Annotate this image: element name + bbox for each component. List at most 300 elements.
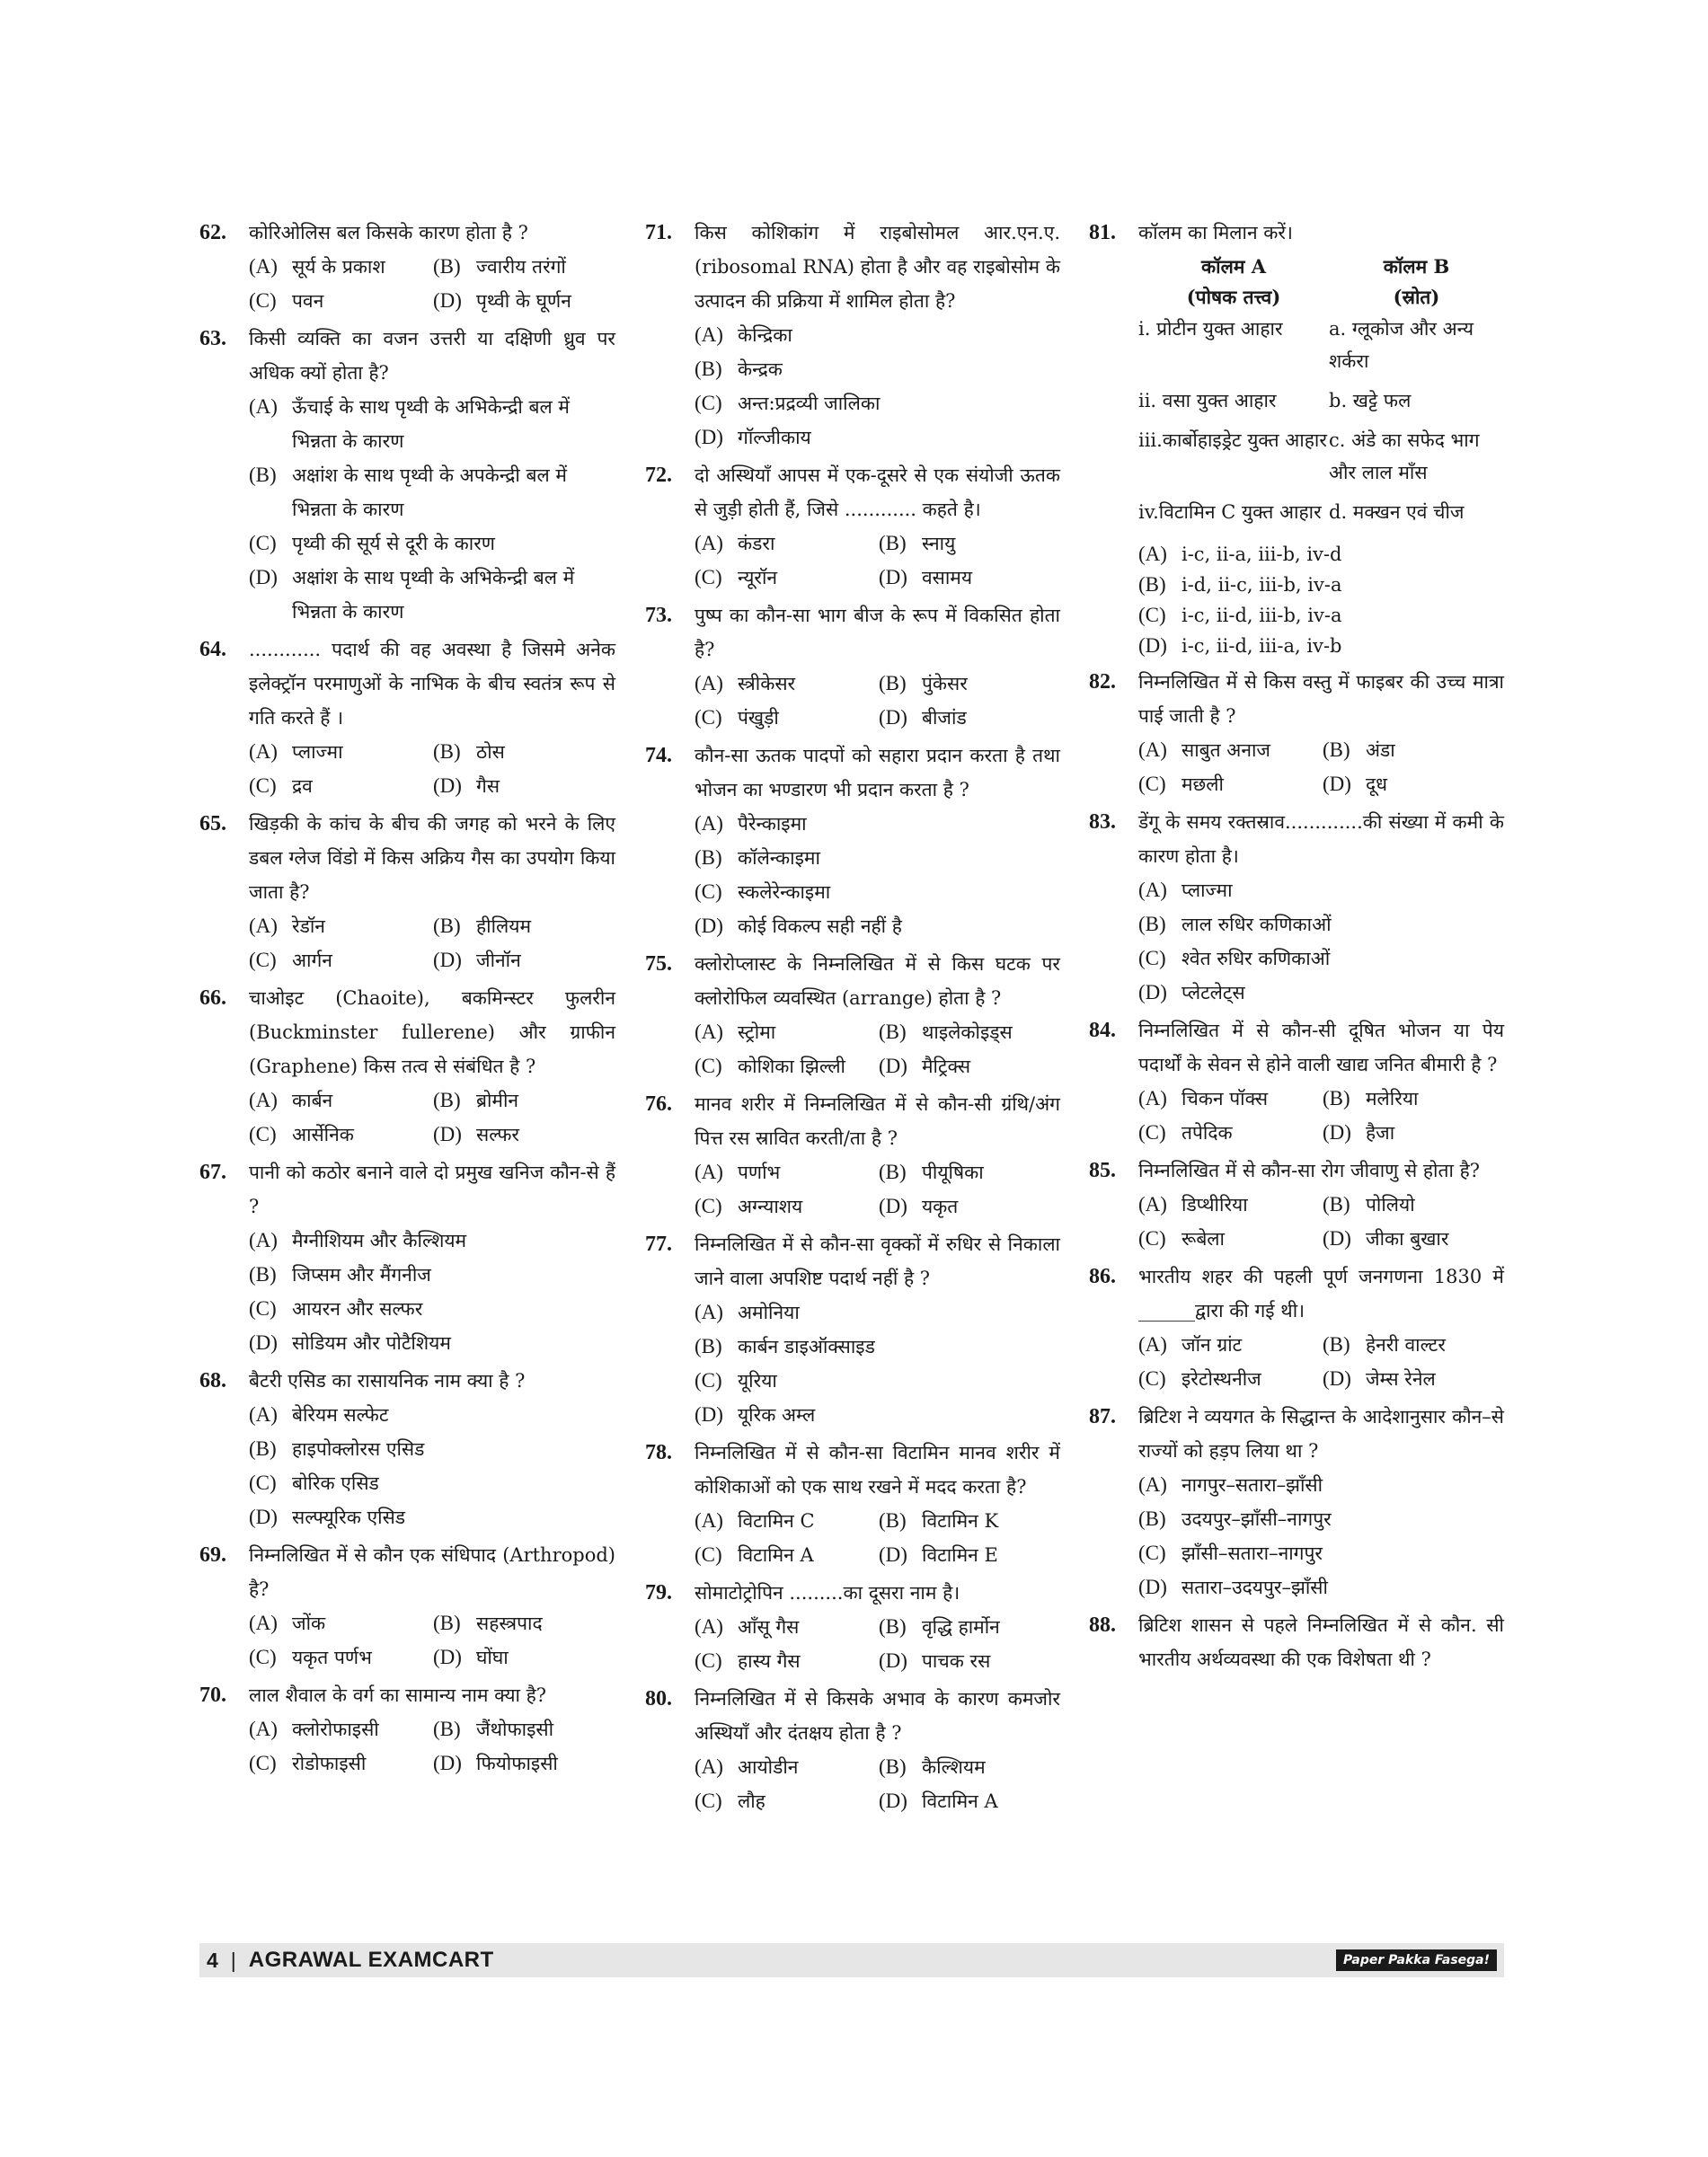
option-text: सल्फर — [476, 1124, 519, 1145]
option-text: कार्बन — [292, 1090, 333, 1111]
question-text: निम्नलिखित में से कौन-सा विटामिन मानव शरीर में कोशिकाओं को एक साथ रखने में मदद करता है? — [695, 1442, 1060, 1498]
option-text: जैंथोफाइसी — [476, 1719, 554, 1740]
option — [249, 1258, 615, 1292]
option-text: ऊँचाई के साथ पृथ्वी के अभिकेन्द्री बल में भिन्नता के कारण — [292, 396, 570, 452]
option-label: (D) — [1138, 634, 1167, 657]
option — [695, 420, 1060, 455]
match-b-item: c. अंडे का सफेद भाग और लाल माँस — [1329, 429, 1480, 483]
option — [879, 701, 1060, 735]
option-label: (B) — [695, 1335, 722, 1357]
option — [433, 250, 615, 284]
options — [695, 1155, 1060, 1224]
tagline-badge: Paper Pakka Fasega! — [1336, 1949, 1497, 1971]
footer-separator: | — [230, 1948, 236, 1972]
options — [249, 1083, 615, 1152]
option — [249, 1640, 433, 1675]
question-text: निम्नलिखित में से किसके अभाव के कारण कमजोर अस्थियाँ और दंतक्षय होता है ? — [695, 1688, 1060, 1744]
option-text: प्लाज्मा — [1181, 880, 1233, 901]
option-label: (D) — [879, 1649, 907, 1672]
option — [433, 1083, 615, 1118]
option — [1138, 1222, 1323, 1256]
question-text: कोरिओलिस बल किसके कारण होता है ? — [249, 222, 528, 243]
option — [695, 701, 879, 735]
option — [879, 1015, 1060, 1049]
option-text: जीका बुखार — [1366, 1228, 1449, 1250]
option-text: i-c, ii-d, iii-a, iv-b — [1181, 635, 1342, 657]
option — [1323, 1328, 1504, 1362]
option-text: सोडियम और पोटैशियम — [292, 1332, 451, 1354]
option — [433, 943, 615, 977]
column-2 — [645, 216, 1060, 1822]
option — [695, 318, 1060, 352]
option-label: (D) — [879, 1790, 907, 1812]
option — [1138, 1116, 1323, 1150]
option-label: (B) — [695, 358, 722, 380]
option-label: (D) — [1323, 1367, 1351, 1390]
option-label: (D) — [433, 1752, 462, 1774]
option-text: कोई विकल्प सही नहीं है — [738, 915, 902, 937]
option-label: (B) — [879, 1509, 907, 1532]
option-text: स्त्रीकेसर — [738, 673, 796, 694]
option — [433, 1746, 615, 1781]
option — [249, 1326, 615, 1360]
option-text: i-d, ii-c, iii-b, iv-a — [1181, 574, 1342, 596]
option — [249, 390, 615, 458]
column-1 — [199, 216, 615, 1784]
question-72 — [645, 458, 1060, 595]
option — [249, 1746, 433, 1781]
question-number: 78. — [645, 1441, 672, 1464]
question-text: बैटरी एसिड का रासायनिक नाम क्या है ? — [249, 1370, 526, 1392]
options — [1138, 539, 1504, 661]
option-label: (B) — [879, 672, 907, 694]
option-label: (C) — [249, 1752, 277, 1774]
question-number: 77. — [645, 1233, 672, 1256]
option-text: डिप्थीरिया — [1181, 1194, 1248, 1216]
question-text: ब्रिटिश ने व्ययगत के सिद्धान्त के आदेशानुसार कौन–से राज्यों को हड़प लिया था ? — [1138, 1406, 1504, 1462]
option — [879, 1504, 1060, 1538]
options — [249, 1712, 615, 1781]
option-label: (C) — [249, 774, 277, 797]
option-label: (B) — [879, 532, 907, 554]
option-label: (C) — [695, 1195, 722, 1217]
option-label: (B) — [433, 1612, 461, 1634]
option-text: यूरिक अम्ल — [738, 1404, 816, 1426]
option-text: आर्सेनिक — [292, 1124, 354, 1145]
option-text: आयरन और सल्फर — [292, 1298, 423, 1320]
option-label: (D) — [879, 1195, 907, 1217]
option-text: केन्द्रिका — [738, 324, 792, 346]
option-label: (A) — [1138, 1193, 1167, 1216]
option-label: (A) — [249, 1612, 278, 1634]
question-text: भारतीय शहर की पहली पूर्ण जनगणना 1830 में ______द्वारा की गई थी। — [1138, 1266, 1504, 1322]
option — [433, 769, 615, 803]
option-text: इरेटोस्थनीज — [1181, 1368, 1261, 1390]
question-77 — [645, 1227, 1060, 1432]
column-a-subtitle: (पोषक तत्त्व) — [1186, 286, 1281, 308]
option — [249, 250, 433, 284]
option — [695, 1015, 879, 1049]
option-label: (A) — [695, 1021, 723, 1043]
options — [1138, 733, 1504, 801]
option — [433, 1118, 615, 1152]
option — [1323, 1222, 1504, 1256]
question-number: 82. — [1089, 670, 1116, 694]
option-label: (A) — [249, 1718, 278, 1740]
option-label: (A) — [695, 323, 723, 346]
option — [1323, 767, 1504, 801]
option — [433, 1712, 615, 1746]
option-text: विटामिन A — [738, 1544, 814, 1566]
question-67 — [199, 1155, 615, 1360]
option — [695, 1750, 879, 1784]
option — [1138, 631, 1504, 661]
option-text: हेनरी वाल्टर — [1366, 1334, 1446, 1356]
option — [695, 875, 1060, 909]
option-text: थाइलेकोइड्स — [922, 1021, 1013, 1043]
option-label: (D) — [1138, 981, 1167, 1003]
option — [1138, 941, 1504, 976]
option — [1323, 1116, 1504, 1150]
option — [249, 561, 615, 629]
option-text: जेम्स रेनेल — [1366, 1368, 1436, 1390]
option-text: विटामिन C — [738, 1510, 815, 1532]
option — [1138, 539, 1504, 570]
question-80 — [645, 1682, 1060, 1818]
option-label: (A) — [695, 672, 723, 694]
column-a-title: कॉलम A — [1201, 255, 1266, 278]
option-text: अंडा — [1366, 739, 1395, 761]
option — [879, 1750, 1060, 1784]
option — [249, 1292, 615, 1326]
question-70 — [199, 1678, 615, 1781]
option — [879, 667, 1060, 701]
options — [1138, 873, 1504, 1010]
option-label: (C) — [249, 1297, 277, 1320]
option-label: (A) — [695, 1615, 723, 1638]
question-number: 72. — [645, 464, 672, 487]
option-text: प्लेटलेट्स — [1181, 982, 1245, 1003]
option-label: (C) — [695, 1369, 722, 1392]
option-label: (C) — [695, 1649, 722, 1672]
option-label: (D) — [433, 949, 462, 971]
option — [249, 1500, 615, 1534]
option-text: कार्बन डाइऑक्साइड — [738, 1336, 875, 1357]
question-text: लाल शैवाल के वर्ग का सामान्य नाम क्या है? — [249, 1684, 547, 1706]
match-b-item: d. मक्खन एवं चीज — [1329, 501, 1465, 523]
options — [249, 735, 615, 803]
option — [1138, 1328, 1323, 1362]
option-text: आँसू गैस — [738, 1616, 800, 1638]
question-text: सोमाटोट्रोपिन .........का दूसरा नाम है। — [695, 1582, 960, 1604]
option-text: दूध — [1366, 774, 1388, 795]
option — [879, 1155, 1060, 1189]
option-text: जिप्सम और मैंगनीज — [292, 1264, 431, 1286]
options — [695, 1610, 1060, 1678]
option-label: (B) — [249, 1263, 277, 1286]
question-78 — [645, 1436, 1060, 1572]
option — [879, 1049, 1060, 1083]
question-number: 75. — [645, 952, 672, 976]
option-text: झाँसी–सतारा–नागपुर — [1181, 1543, 1323, 1564]
option-label: (C) — [695, 392, 722, 414]
option-label: (D) — [1138, 1576, 1167, 1598]
option-text: कैल्शियम — [922, 1756, 986, 1778]
option-label: (B) — [433, 915, 461, 937]
option-text: पीयूषिका — [922, 1162, 984, 1183]
option — [695, 807, 1060, 841]
option-label: (C) — [1138, 773, 1166, 795]
option-label: (C) — [695, 1543, 722, 1566]
option-label: (A) — [1138, 738, 1167, 761]
option-label: (C) — [249, 532, 277, 554]
question-79 — [645, 1576, 1060, 1678]
option — [695, 1504, 879, 1538]
question-text: निम्नलिखित में से कौन-सा वृक्कों में रुधिर से निकाला जाने वाला अपशिष्ट पदार्थ नहीं है ? — [695, 1233, 1060, 1289]
option-label: (D) — [879, 1543, 907, 1566]
option-label: (D) — [249, 1331, 278, 1354]
option — [695, 526, 879, 561]
option — [695, 352, 1060, 386]
option-label: (D) — [879, 566, 907, 588]
option-label: (A) — [1138, 1473, 1167, 1496]
question-text: ब्रिटिश शासन से पहले निम्नलिखित में से कौन. सी भारतीय अर्थव्यवस्था की एक विशेषता थी ? — [1138, 1614, 1504, 1670]
option-text: पर्णाभ — [738, 1162, 781, 1183]
question-text: पुष्प का कौन-सा भाग बीज के रूप में विकसित होता है? — [695, 605, 1060, 660]
brand-logo: AGRAWAL EXAMCART — [248, 1948, 494, 1972]
option — [879, 561, 1060, 595]
option-label: (A) — [695, 1755, 723, 1778]
option-label: (A) — [695, 1301, 723, 1323]
option — [433, 1640, 615, 1675]
option-label: (B) — [433, 1718, 461, 1740]
option-label: (C) — [695, 1055, 722, 1077]
option-label: (D) — [1323, 773, 1351, 795]
question-73 — [645, 598, 1060, 735]
option-text: मछली — [1181, 774, 1224, 795]
question-text: ............ पदार्थ की वह अवस्था है जिसमे अनेक इलेक्ट्रॉन परमाणुओं के नाभिक के बीच स्वतंत्र रूप से गति करते हैं । — [249, 639, 615, 729]
option-text: पैरेन्काइमा — [738, 813, 807, 835]
option-text: बेरियम सल्फेट — [292, 1404, 389, 1426]
option-text: मलेरिया — [1366, 1088, 1419, 1109]
option-label: (B) — [249, 464, 277, 486]
option — [249, 458, 615, 526]
option-text: बीजांड — [922, 707, 967, 729]
option-text: क्लोरोफाइसी — [292, 1719, 379, 1740]
option-label: (A) — [695, 812, 723, 835]
option — [695, 1364, 1060, 1398]
question-82 — [1089, 665, 1504, 801]
option — [249, 1606, 433, 1640]
question-number: 79. — [645, 1581, 672, 1604]
option — [1323, 1362, 1504, 1396]
question-number: 83. — [1089, 810, 1116, 834]
option-label: (D) — [1323, 1121, 1351, 1144]
option-text: ब्रोमीन — [476, 1090, 519, 1111]
option — [1138, 907, 1504, 941]
option — [249, 943, 433, 977]
question-number: 85. — [1089, 1159, 1116, 1182]
option-label: (C) — [695, 880, 722, 903]
option — [1138, 1536, 1504, 1570]
question-text: पानी को कठोर बनाने वाले दो प्रमुख खनिज कौन-से हैं ? — [249, 1162, 615, 1217]
option — [695, 1784, 879, 1818]
option-label: (B) — [1138, 1507, 1166, 1530]
option-text: स्नायु — [922, 533, 956, 554]
option-label: (B) — [879, 1161, 907, 1183]
question-84 — [1089, 1013, 1504, 1150]
options — [1138, 1468, 1504, 1604]
option-label: (C) — [695, 566, 722, 588]
option-text: i-c, ii-a, iii-b, iv-d — [1181, 544, 1342, 565]
option-text: ठोस — [476, 741, 505, 763]
option — [1323, 1188, 1504, 1222]
question-text: किसी व्यक्ति का वजन उत्तरी या दक्षिणी ध्रुव पर अधिक क्यों होता है? — [249, 328, 615, 384]
option-label: (C) — [1138, 1367, 1166, 1390]
option-label: (D) — [433, 774, 462, 797]
option — [695, 1155, 879, 1189]
option-label: (D) — [695, 1403, 723, 1426]
option-text: अग्न्याशय — [738, 1196, 803, 1217]
option — [695, 1398, 1060, 1432]
question-75 — [645, 947, 1060, 1083]
option — [249, 1466, 615, 1500]
option — [695, 841, 1060, 875]
option — [1138, 873, 1504, 907]
option-label: (A) — [249, 1089, 278, 1111]
option-text: साबुत अनाज — [1181, 739, 1270, 761]
question-number: 69. — [199, 1543, 226, 1567]
question-number: 70. — [199, 1684, 226, 1707]
question-63 — [199, 322, 615, 629]
option-text: स्कलेरेन्काइमा — [738, 881, 831, 903]
option-text: जोंक — [292, 1613, 326, 1634]
question-number: 81. — [1089, 221, 1116, 244]
option-text: मैट्रिक्स — [922, 1056, 971, 1077]
option-text: लौह — [738, 1790, 766, 1812]
option — [879, 1610, 1060, 1644]
option-label: (C) — [1138, 1542, 1166, 1564]
question-88 — [1089, 1608, 1504, 1676]
option-label: (B) — [1323, 1193, 1350, 1216]
option — [695, 1644, 879, 1678]
column-b-subtitle: (स्रोत) — [1393, 286, 1440, 308]
option-label: (A) — [249, 1229, 278, 1251]
option-text: विटामिन A — [922, 1790, 998, 1812]
options — [695, 1504, 1060, 1572]
question-text: निम्नलिखित में से कौन-सा रोग जीवाणु से होता है? — [1138, 1160, 1480, 1181]
options — [695, 667, 1060, 735]
question-number: 67. — [199, 1161, 226, 1184]
option-label: (C) — [695, 706, 722, 729]
option-label: (D) — [249, 566, 278, 588]
match-a-item: ii. वसा युक्त आहार — [1138, 390, 1277, 411]
option-label: (B) — [433, 1089, 461, 1111]
option — [249, 1083, 433, 1118]
question-66 — [199, 981, 615, 1152]
option-label: (A) — [249, 255, 278, 278]
option-text: फियोफाइसी — [476, 1753, 558, 1774]
option-label: (C) — [249, 1472, 277, 1494]
option — [879, 1644, 1060, 1678]
option-text: कॉलेन्काइमा — [738, 847, 820, 869]
question-number: 87. — [1089, 1405, 1116, 1428]
option-text: विटामिन E — [922, 1544, 998, 1566]
option-label: (B) — [879, 1615, 907, 1638]
options — [249, 1224, 615, 1360]
option-text: कंडरा — [738, 533, 775, 554]
option — [249, 735, 433, 769]
option-label: (A) — [1138, 543, 1167, 565]
option — [1138, 1188, 1323, 1222]
option-label: (B) — [1138, 913, 1166, 935]
option — [249, 1432, 615, 1466]
question-number: 84. — [1089, 1019, 1116, 1042]
option-label: (D) — [879, 1055, 907, 1077]
option-text: पोलियो — [1366, 1194, 1415, 1216]
question-number: 88. — [1089, 1613, 1116, 1637]
match-a-item: i. प्रोटीन युक्त आहार — [1138, 318, 1283, 340]
option — [433, 1606, 615, 1640]
question-text: कॉलम का मिलान करें। — [1138, 222, 1293, 243]
option-text: उदयपुर–झाँसी–नागपुर — [1181, 1508, 1332, 1530]
option-label: (A) — [249, 1403, 278, 1426]
option — [249, 1398, 615, 1432]
option — [695, 1295, 1060, 1330]
option — [1138, 1570, 1504, 1604]
option-text: अक्षांश के साथ पृथ्वी के अभिकेन्द्री बल में भिन्नता के कारण — [292, 567, 575, 623]
option-text: पुंकेसर — [922, 673, 968, 694]
option-label: (C) — [249, 949, 277, 971]
question-text: मानव शरीर में निम्नलिखित में से कौन-सी ग्रंथि/अंग पित्त रस स्रावित करती/ता है ? — [695, 1093, 1060, 1149]
question-69 — [199, 1538, 615, 1675]
option-text: स्ट्रोमा — [738, 1021, 776, 1043]
option-label: (B) — [879, 1755, 907, 1778]
option-label: (D) — [695, 426, 723, 448]
option-text: सहस्त्रपाद — [476, 1613, 543, 1634]
page-footer — [199, 1943, 1504, 1977]
option — [1323, 733, 1504, 767]
match-b-item: b. खट्टे फल — [1329, 390, 1412, 411]
option — [695, 1610, 879, 1644]
column-b-heading — [1329, 252, 1504, 313]
option-text: रूबेला — [1181, 1228, 1225, 1250]
question-number: 63. — [199, 327, 226, 350]
option — [249, 526, 615, 561]
options — [695, 1295, 1060, 1432]
option-text: नागपुर–सतारा–झाँसी — [1181, 1474, 1323, 1496]
option — [695, 909, 1060, 943]
question-81 — [1089, 216, 1504, 661]
question-number: 74. — [645, 744, 672, 767]
option-label: (B) — [695, 846, 722, 869]
option-label: (D) — [433, 1123, 462, 1145]
question-number: 71. — [645, 221, 672, 244]
option — [249, 1118, 433, 1152]
option-label: (D) — [695, 915, 723, 937]
option-label: (D) — [433, 289, 462, 312]
option-label: (D) — [249, 1506, 278, 1528]
option — [249, 284, 433, 318]
match-b-item: a. ग्लूकोज और अन्य शर्करा — [1329, 318, 1473, 372]
question-number: 86. — [1089, 1265, 1116, 1288]
option-text: मैग्नीशियम और कैल्शियम — [292, 1230, 467, 1251]
options — [695, 526, 1060, 595]
question-number: 73. — [645, 604, 672, 627]
question-number: 65. — [199, 812, 226, 835]
option-text: पृथ्वी के घूर्णन — [476, 290, 571, 312]
option-text: गॉल्जीकाय — [738, 427, 811, 448]
